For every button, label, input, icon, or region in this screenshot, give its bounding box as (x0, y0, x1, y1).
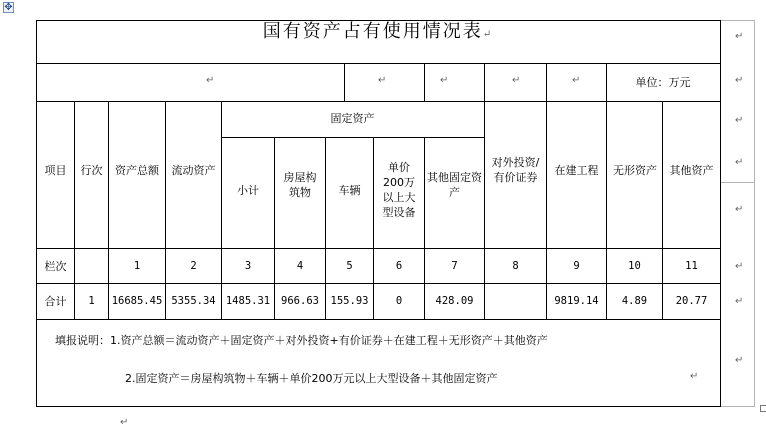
construction-value: 9819.14 (554, 295, 599, 307)
notes-line-2: 2.固定资产＝房屋构筑物＋车辆＋单价200万元以上大型设备＋其他固定资产 (125, 372, 498, 385)
paragraph-mark: ↵ (120, 417, 129, 428)
column-index-label: 栏次 (44, 259, 67, 273)
table-title: 国有资产占有使用情况表↵ (262, 21, 494, 42)
header-other-assets: 其他资产 (669, 163, 714, 177)
header-item: 项目 (44, 163, 67, 177)
column-index-cell: 10 (628, 259, 641, 272)
external-investment-value (485, 284, 546, 319)
paragraph-mark: ↵ (206, 75, 215, 86)
total-row-label: 合计 (44, 295, 67, 308)
column-index-cell: 6 (395, 259, 403, 272)
paragraph-mark: ↵ (690, 371, 699, 382)
vehicles-value: 155.93 (330, 295, 369, 307)
paragraph-mark: ↵ (512, 75, 521, 86)
header-intangible: 无形资产 (613, 163, 657, 177)
other-fixed-value: 428.09 (435, 295, 474, 307)
column-index-cell (75, 249, 108, 283)
header-total-assets: 资产总额 (115, 163, 159, 177)
column-index-cell: 3 (244, 259, 252, 272)
header-construction: 在建工程 (554, 163, 599, 177)
intangible-value: 4.89 (621, 295, 648, 307)
column-index-cell: 11 (685, 259, 698, 272)
notes-line-1: 填报说明：1.资产总额＝流动资产＋固定资产＋对外投资+有价证券＋在建工程＋无形资产＋其他资产 (55, 334, 548, 347)
total-assets-value: 16685.45 (111, 295, 163, 307)
column-index-cell: 1 (133, 259, 141, 272)
paragraph-mark: ↵ (735, 157, 744, 168)
current-assets-value: 5355.34 (171, 295, 216, 307)
column-index-cell: 9 (573, 259, 580, 272)
total-row-no: 1 (88, 295, 95, 307)
paragraph-mark: ↵ (735, 355, 744, 366)
paragraph-mark: ↵ (735, 296, 744, 307)
column-index-cell: 8 (512, 259, 519, 272)
large-equipment-value: 0 (395, 295, 403, 307)
header-buildings: 房屋构筑物 (283, 171, 317, 199)
unit-label: 单位：万元 (635, 76, 691, 89)
column-index-cell: 5 (346, 259, 353, 272)
header-other-fixed: 其他固定资产 (427, 171, 482, 199)
buildings-value: 966.63 (281, 295, 319, 307)
column-index-cell: 2 (190, 259, 197, 272)
paragraph-mark: ↵ (735, 75, 744, 86)
header-subtotal: 小计 (237, 183, 259, 197)
paragraph-mark: ↵ (735, 31, 744, 42)
other-assets-value: 20.77 (675, 295, 708, 307)
column-index-cell: 7 (451, 259, 458, 272)
table-resize-handle[interactable] (760, 405, 766, 412)
table-move-handle[interactable]: ✥ (4, 2, 13, 13)
header-current-assets: 流动资产 (171, 163, 216, 177)
header-large-equipment: 单价200万以上大型设备 (382, 161, 416, 219)
paragraph-mark: ↵ (378, 75, 387, 86)
fixed-assets-header: 固定资产 (330, 112, 375, 125)
header-vehicles: 车辆 (338, 183, 361, 197)
paragraph-mark: ↵ (440, 75, 449, 86)
header-row-no: 行次 (80, 163, 103, 177)
paragraph-mark: ↵ (735, 115, 744, 126)
column-index-cell: 4 (296, 259, 304, 272)
paragraph-mark: ↵ (572, 75, 581, 86)
paragraph-mark: ↵ (735, 261, 744, 272)
header-external-investment: 对外投资/有价证券 (491, 156, 540, 184)
subtotal-value: 1485.31 (225, 295, 271, 307)
paragraph-mark: ↵ (735, 204, 744, 215)
